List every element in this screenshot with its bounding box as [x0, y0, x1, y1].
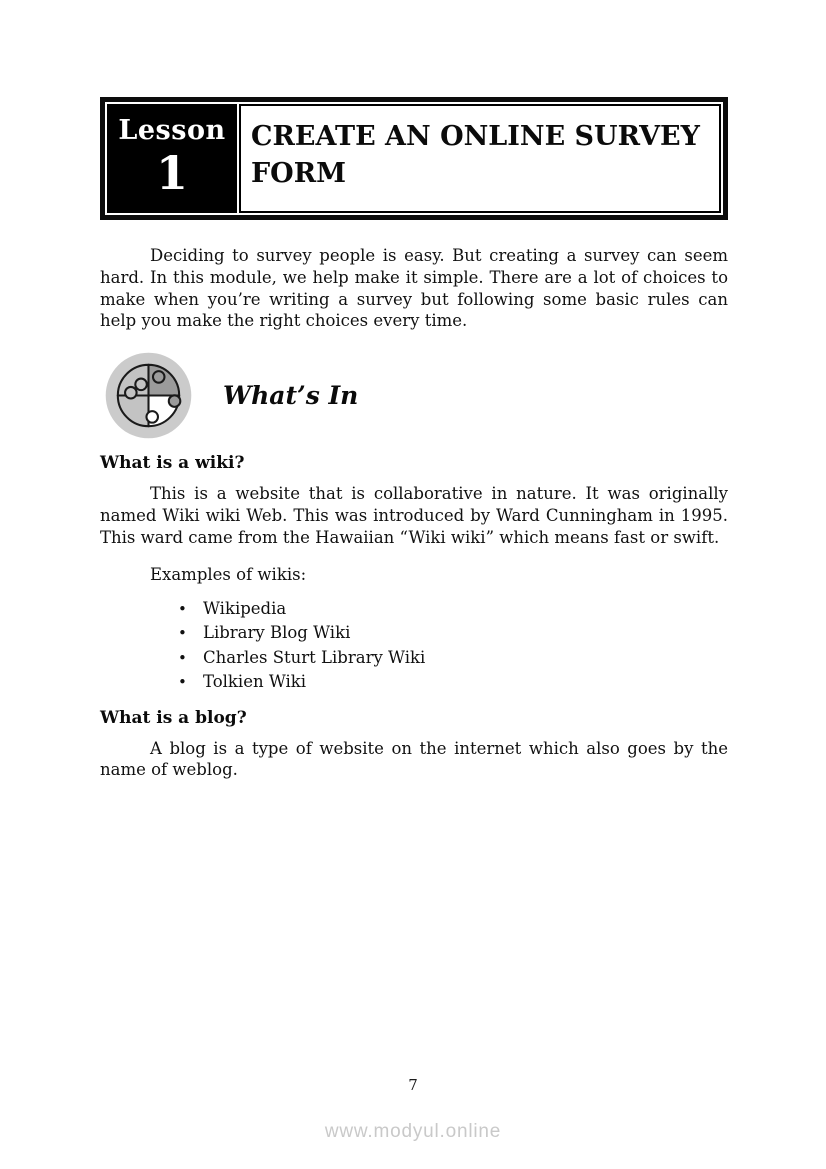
watermark: www.modyul.online	[324, 1121, 502, 1142]
whats-in-title: What’s In	[223, 381, 359, 411]
bullet-icon: •	[178, 648, 187, 667]
list-item	[178, 597, 728, 622]
bullet-icon: •	[178, 624, 187, 643]
lesson-title: CREATE AN ONLINE SURVEY FORM	[251, 120, 700, 189]
list-item	[178, 646, 728, 671]
bullet-icon: •	[178, 673, 187, 692]
lesson-number: 1	[155, 145, 188, 200]
whats-in-section-header	[100, 349, 728, 442]
lesson-label: Lesson	[118, 114, 226, 146]
puzzle-icon	[100, 349, 197, 442]
blog-paragraph: A blog is a type of website on the internet which also goes by the name of weblog.	[100, 738, 728, 780]
wiki-examples-list	[100, 597, 728, 695]
list-item	[178, 621, 728, 646]
section-heading-wiki: What is a wiki?	[100, 453, 245, 474]
intro-paragraph: Deciding to survey people is easy. But creating a survey can seem hard. In this module, we help make it simple. There are a lot of choices to make when you’re writing a survey but following some basic rules can help you make the right choices every time.	[100, 246, 728, 331]
examples-label: Examples of wikis:	[150, 564, 307, 584]
lesson-header-table	[100, 97, 728, 220]
list-item	[178, 670, 728, 695]
wiki-paragraph: This is a website that is collaborative in nature. It was originally named Wiki wiki Web. This was introduced by Ward Cunningham in 1995. This ward came from the Hawaiian “Wiki wiki” which means fast or swift.	[100, 484, 728, 547]
list-item-label: Charles Sturt Library Wiki	[203, 647, 426, 667]
bullet-icon: •	[178, 599, 187, 618]
lesson-title-cell	[239, 104, 721, 213]
list-item-label: Wikipedia	[203, 598, 287, 618]
list-item-label: Tolkien Wiki	[203, 672, 307, 692]
page-content	[100, 97, 728, 781]
lesson-number-cell	[107, 104, 237, 213]
section-heading-blog: What is a blog?	[100, 707, 247, 728]
page-number: 7	[408, 1076, 418, 1094]
list-item-label: Library Blog Wiki	[203, 623, 351, 643]
